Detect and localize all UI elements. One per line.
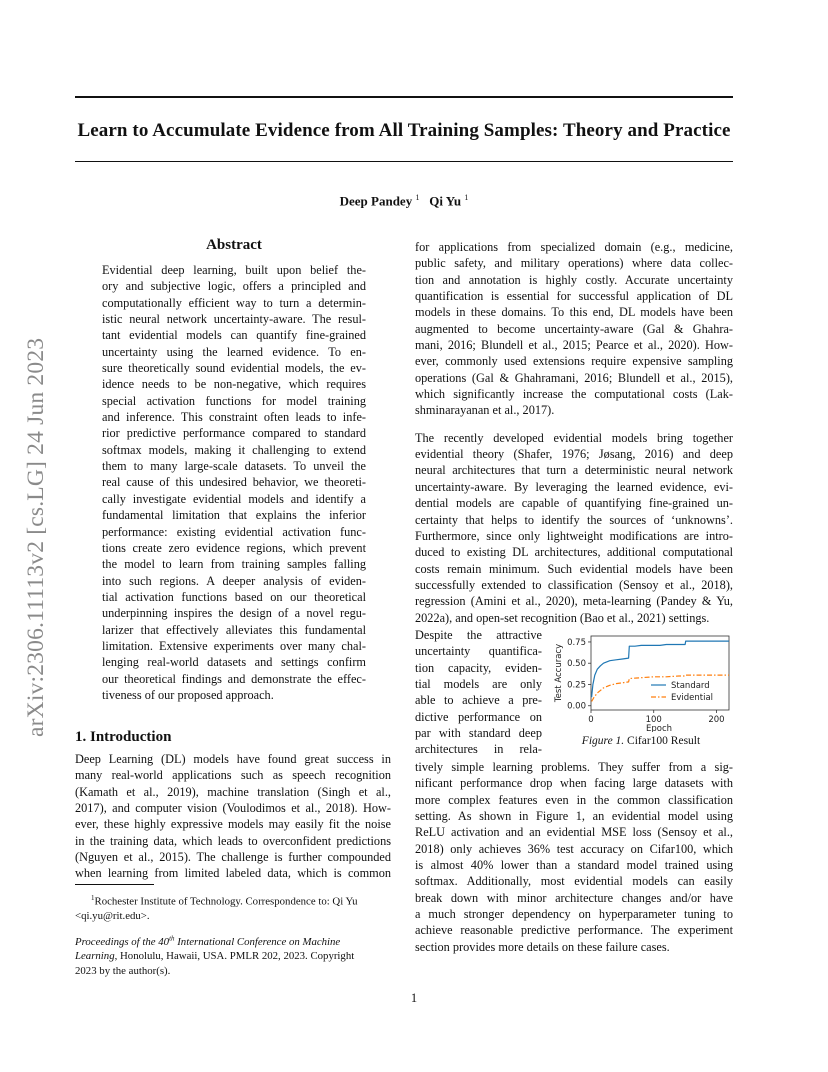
top-rule [75, 96, 733, 98]
body-line: Furthermore, since only lightweight modifications are intro- [415, 528, 733, 543]
intro-body [75, 751, 391, 882]
body-line: ReLU activation and an evidential MSE loss (Sensoy et al., [415, 825, 733, 840]
proceedings-text: Learning [75, 950, 115, 963]
abstract-line: uncertainty using the learned evidence. To en- [102, 344, 366, 359]
title-bottom-rule [75, 161, 733, 162]
body-line: public safety, and military operations) where data collec- [415, 256, 733, 271]
abstract-body [102, 262, 366, 703]
body-line: certainty that helps to identify the sources of ‘unknowns’. [415, 512, 733, 527]
body-line: duced to existing DL architectures, additional computational [415, 545, 733, 560]
abstract-line: istic neural network uncertainty-aware. The resul- [102, 312, 366, 327]
body-line: 2022a), and open-set recognition (Bao et al., 2021) settings. [415, 610, 710, 625]
body-line: dential models are capable of quantifying fine-grained un- [415, 496, 733, 511]
body-line: models in these domains. To this end, DL models have been [415, 305, 733, 320]
paper-title: Learn to Accumulate Evidence from All Training Samples: Theory and Practice [77, 120, 731, 141]
body-line: tively simple learning problems. They suffer from a sig- [415, 760, 733, 774]
abstract-line: real cause of this undesired behavior, we theoreti- [102, 475, 366, 490]
arxiv-stamp: arXiv:2306.11113v2 [cs.LG] 24 Jun 2023 [23, 337, 49, 737]
intro-line: (Nguyen et al., 2015). The challenge is further compounded [75, 850, 391, 865]
body-line: tion capacity, eviden- [415, 660, 542, 675]
proceedings-text: International Conference on Machine [174, 935, 341, 948]
proceedings-text: 2023 by the author(s). [75, 964, 171, 977]
body-line: tion and annotation is highly costly. Accurate uncertainty [415, 272, 733, 287]
intro-line: in the training data, which leads to overconfident predictions [75, 833, 391, 848]
body-line: mani, 2016; Blundell et al., 2015; Pearce et al., 2020). How- [415, 338, 733, 353]
body-line: for applications from specialized domain (e.g., medicine, [415, 240, 733, 254]
figure-1-chart [549, 630, 733, 732]
intro-line: (Kamath et al., 2019), machine translation (Singh et al., [75, 784, 391, 799]
body-line: evidential theory (Shafer, 1976; Jøsang, 2016) and deep [415, 447, 733, 462]
figure-label: Figure 1. [581, 735, 625, 747]
proceedings-ordinal-suffix: th [169, 934, 175, 942]
x-tick-label: 0 [588, 715, 594, 725]
abstract-line: our theoretical findings and demonstrate the effec- [102, 671, 366, 686]
x-tick-label: 100 [645, 715, 662, 725]
body-line: more complex features even in the common classification [415, 792, 733, 807]
right-column-body [415, 239, 733, 626]
abstract-line: underpinning inspires the design of a novel regu- [102, 606, 366, 621]
body-line: achieve reasonable predictive performance. The experiment [415, 923, 733, 938]
body-line: a much stronger dependency on hyperparameter tuning to [415, 907, 733, 922]
abstract-line: tiveness of our proposed approach. [102, 687, 274, 702]
abstract-line: tions create zero evidence regions, which prevent [102, 540, 366, 555]
abstract-line: cally investigate evidential models and identify a [102, 491, 366, 506]
abstract-line: performance: existing evidential activation func- [102, 524, 366, 539]
abstract-line: lenging real-world datasets and settings confirm [102, 655, 366, 670]
abstract-line: Evidential deep learning, built upon belief the- [102, 263, 366, 277]
paragraph [415, 430, 733, 626]
y-tick-label: 0.75 [567, 637, 586, 648]
abstract-line: tial activation functions based on our theoretical [102, 589, 366, 604]
footnote-mark: 1 [91, 894, 95, 902]
body-line: successfully extended to classification (Sensoy et al., 2018), [415, 577, 733, 592]
body-line: regression (Amini et al., 2020), meta-learning (Pandey & Yu, [415, 594, 733, 609]
paragraph [415, 239, 733, 419]
intro-line: many real-world applications such as speech recognition [75, 768, 391, 783]
figure-caption [549, 735, 733, 747]
body-line: which significantly increase the computational costs (Lak- [415, 387, 733, 402]
body-line: setting. As shown in Figure 1, an evidential model using [415, 809, 733, 824]
proceedings-text: , Honolulu, Hawaii, USA. PMLR 202, 2023. Copyright [114, 950, 355, 963]
intro-line: when learning from limited labeled data, which is common [75, 866, 391, 881]
intro-line: Deep Learning (DL) models have found great success in [75, 752, 391, 766]
body-line: is almost 40% lower than a standard model trained using [415, 858, 733, 873]
y-tick-label: 0.00 [567, 701, 586, 712]
abstract-line: and inference. This constraint often leads to infe- [102, 410, 366, 425]
y-axis-label: Test Accuracy [554, 643, 564, 703]
body-line: quantification is essential for successful application of DL [415, 289, 733, 304]
body-line: shminarayanan et al., 2017). [415, 403, 555, 418]
body-line: Despite the attractive [415, 628, 542, 642]
abstract-line: fundamental limitation that explains the inferior [102, 508, 366, 523]
footnote-rule [75, 884, 154, 885]
footnote [75, 891, 391, 924]
abstract-line: them to many large-scale datasets. To unveil the [102, 459, 366, 474]
body-line: softmax. Additionally, most evidential models can easily [415, 874, 733, 889]
figure-caption-text: Cifar100 Result [624, 735, 701, 747]
abstract-line: tant evidential models can quantify fine-grained [102, 328, 366, 343]
author-list [75, 193, 733, 209]
abstract-line: idence needs to be non-negative, which requires [102, 377, 366, 392]
footnote-email: <qi.yu@rit.edu>. [75, 910, 150, 923]
body-line: 2018) only achieves 36% test accuracy on Cifar100, which [415, 841, 733, 856]
body-line: uncertainty-aware. By leveraging the learned evidence, evi- [415, 479, 733, 494]
author-affiliation-mark: 1 [415, 193, 420, 202]
body-line: augmented to become uncertainty-aware (Gal & Ghahra- [415, 321, 733, 336]
abstract-line: into such regions. A deeper analysis of eviden- [102, 573, 366, 588]
body-line: architectures in rela- [415, 742, 542, 757]
intro-line: ever, these highly expressive models may easily fit the noise [75, 817, 391, 832]
abstract-line: limitation. Extensive experiments over many chal- [102, 638, 366, 653]
page-number: 1 [410, 991, 418, 1005]
abstract-line: ory and subjective logic, offers a principled and [102, 279, 366, 294]
abstract-line: sure theoretically sound evidential models, the ev- [102, 361, 366, 376]
abstract-line: special activation functions for model training [102, 393, 366, 408]
author-affiliation-mark: 1 [464, 193, 469, 202]
body-line: dictive performance on [415, 709, 542, 724]
y-tick-label: 0.25 [567, 680, 586, 691]
y-tick-label: 0.50 [567, 659, 586, 670]
body-line: costs remain minimum. Such evidential models have been [415, 561, 733, 576]
author-name: Deep Pandey [339, 193, 413, 209]
abstract-heading: Abstract [206, 237, 262, 253]
x-axis-label: Epoch [645, 724, 673, 732]
abstract-line: softmax models, making it challenging to extend [102, 442, 366, 457]
abstract-line: the model to learn from training samples falling [102, 557, 366, 572]
body-line: par with standard deep [415, 726, 542, 741]
body-line: able to achieve a pre- [415, 693, 542, 708]
proceedings-text: Proceedings of the [75, 935, 159, 948]
legend-label: Evidential [671, 693, 714, 703]
body-line: nificant performance drop when facing large datasets with [415, 776, 733, 791]
abstract-line: computationally efficient way to turn a determin- [102, 295, 366, 310]
body-line: neural architectures that turn a deterministic neural network [415, 463, 733, 478]
proceedings-ordinal: 40 [158, 935, 170, 948]
intro-line: 2017), and computer vision (Voulodimos et al., 2018). How- [75, 801, 391, 816]
body-line: uncertainty quantifica- [415, 644, 542, 659]
body-line: ever, commonly used extensions require expensive sampling [415, 354, 733, 369]
body-line: The recently developed evidential models bring together [415, 430, 733, 445]
wrap-text [415, 627, 542, 758]
abstract-line: rior predictive performance compared to standard [102, 426, 366, 441]
proceedings-note [75, 931, 391, 978]
body-line: operations (Gal & Ghahramani, 2016; Blundell et al., 2015), [415, 370, 733, 385]
footnote-line: Rochester Institute of Technology. Correspondence to: Qi Yu [94, 895, 358, 908]
right-column-continuation [415, 759, 733, 955]
body-line: tial models are only [415, 677, 542, 692]
body-line: break down with minor architecture changes and/or have [415, 890, 733, 905]
x-tick-label: 200 [708, 715, 725, 725]
legend-label: Standard [671, 681, 710, 691]
body-line: section provides more details on these failure cases. [415, 939, 670, 954]
author-name: Qi Yu [429, 193, 462, 209]
section-heading-introduction: 1. Introduction [75, 729, 172, 745]
abstract-line: larizer that effectively alleviates this fundamental [102, 622, 366, 637]
